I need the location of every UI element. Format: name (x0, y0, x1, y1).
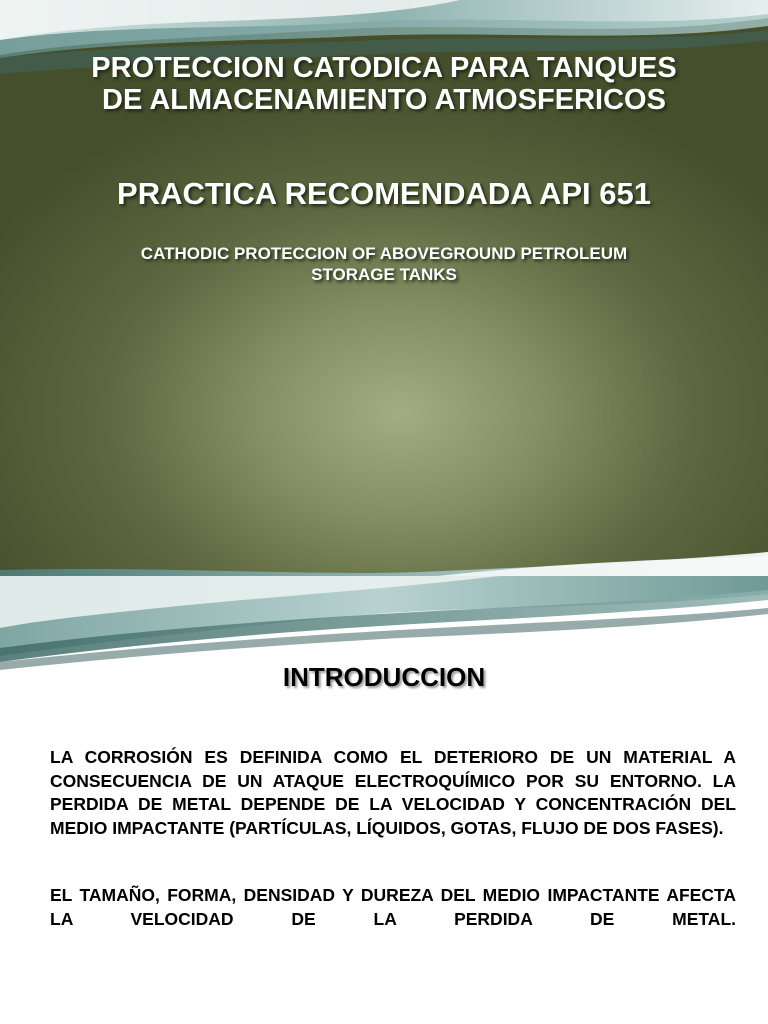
slide-title-heading: PROTECCION CATODICA PARA TANQUES DE ALMACENAMIENTO ATMOSFERICOS (91, 52, 677, 116)
introduction-paragraph-1: LA CORROSIÓN ES DEFINIDA COMO EL DETERIORO DE UN MATERIAL A CONSECUENCIA DE UN ATAQUE ELECTROQUÍMICO POR SU ENTORNO. LA PERDIDA DE METAL DEPENDE DE LA VELOCIDAD Y CONCENTRACIÓN DEL MEDIO IMPACTANTE (PARTÍCULAS, LÍQUIDOS, GOTAS, FLUJO DE DOS FASES). (50, 747, 736, 838)
decorative-waves-header (0, 576, 768, 676)
introduction-heading: INTRODUCCION (282, 662, 486, 692)
introduction-paragraph-2: EL TAMAÑO, FORMA, DENSIDAD Y DUREZA DEL MEDIO IMPACTANTE AFECTA LA VELOCIDAD DE LA PERDIDA DE METAL. (50, 885, 736, 929)
slide-subtitle: PRACTICA RECOMENDADA API 651 (117, 176, 651, 211)
slide-introduction (0, 576, 768, 1024)
slide-english-title: CATHODIC PROTECCION OF ABOVEGROUND PETROLEUM STORAGE TANKS (140, 244, 628, 284)
